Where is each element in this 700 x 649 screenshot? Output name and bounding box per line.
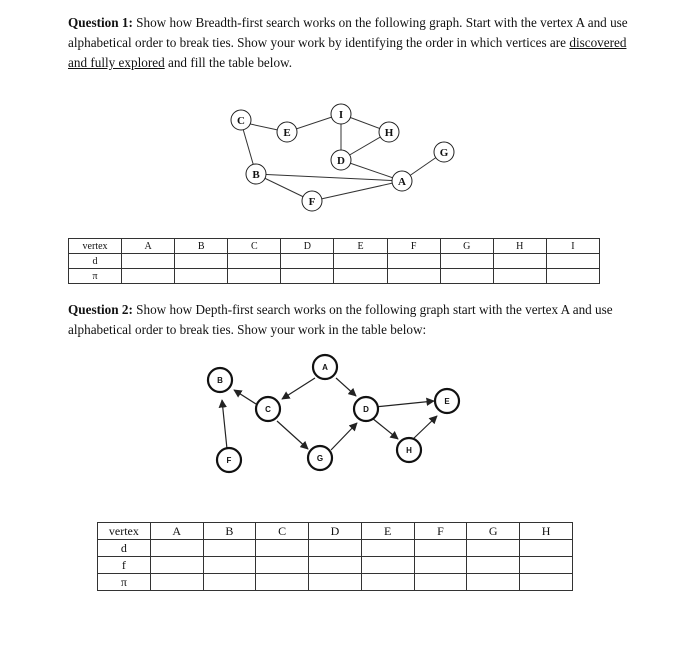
question-2-label: Question 2: — [68, 302, 133, 317]
edge-g-d — [331, 423, 357, 450]
dfs-header-b: B — [203, 523, 256, 540]
node-i-label: I — [338, 109, 344, 121]
edge-a-d — [336, 378, 356, 396]
dfs-cell[interactable] — [256, 574, 309, 591]
question-1-body: Show how Breadth-first search works on the following graph. Start with the vertex A and use alphabetical order to break ties. Show your work by identifying the order in which vertices are — [68, 15, 628, 50]
edge-c-b — [234, 390, 256, 404]
node-b-label: B — [217, 376, 223, 385]
bfs-header-vertex: vertex — [69, 239, 122, 254]
node-a-label: A — [322, 363, 328, 372]
node-e-label: E — [283, 127, 291, 139]
dfs-table — [97, 522, 573, 591]
bfs-header-c: C — [228, 239, 281, 254]
dfs-row-label-pi: π — [98, 574, 151, 591]
dfs-cell[interactable] — [361, 557, 414, 574]
dfs-cell[interactable] — [150, 574, 203, 591]
dfs-cell[interactable] — [150, 557, 203, 574]
node-f-label: F — [308, 196, 316, 208]
dfs-cell[interactable] — [361, 574, 414, 591]
node-b-label: B — [252, 169, 260, 181]
edge-c-g — [277, 421, 308, 449]
node-g-label: G — [316, 454, 324, 463]
dfs-cell[interactable] — [203, 574, 256, 591]
edge-f-b — [222, 400, 227, 449]
dfs-header-h: H — [520, 523, 573, 540]
dfs-cell[interactable] — [150, 540, 203, 557]
dfs-cell[interactable] — [203, 540, 256, 557]
dfs-header-d: D — [309, 523, 362, 540]
edge-d-e — [375, 401, 434, 407]
node-e-label: E — [444, 397, 450, 406]
bfs-header-a: A — [122, 239, 175, 254]
dfs-cell[interactable] — [203, 557, 256, 574]
dfs-cell[interactable] — [256, 540, 309, 557]
dfs-cell[interactable] — [309, 540, 362, 557]
dfs-row-label-d: d — [98, 540, 151, 557]
node-d-label: D — [337, 155, 345, 167]
dfs-table-row-pi — [98, 574, 573, 591]
dfs-table-row-f — [98, 557, 573, 574]
dfs-cell[interactable] — [309, 574, 362, 591]
dfs-cell[interactable] — [467, 574, 520, 591]
question-1-tail: and fill the table below. — [164, 55, 293, 70]
bfs-header-g: G — [440, 239, 493, 254]
dfs-cell[interactable] — [520, 574, 573, 591]
dfs-header-a: A — [150, 523, 203, 540]
dfs-cell[interactable] — [361, 540, 414, 557]
node-h-label: H — [406, 446, 412, 455]
bfs-header-d: D — [281, 239, 334, 254]
dfs-cell[interactable] — [414, 540, 467, 557]
node-a-label: A — [398, 176, 406, 188]
dfs-table-row-d — [98, 540, 573, 557]
bfs-header-f: F — [387, 239, 440, 254]
bfs-header-b: B — [175, 239, 228, 254]
question-1-underlined: discovered and fully explored — [68, 35, 627, 70]
dfs-cell[interactable] — [520, 557, 573, 574]
dfs-row-label-f: f — [98, 557, 151, 574]
node-g-label: G — [439, 147, 449, 159]
question-2-body: Show how Depth-first search works on the following graph start with the vertex A and use alphabetical order to break ties. Show your work in the table below: — [68, 302, 613, 337]
node-c-label: C — [237, 115, 245, 127]
bfs-row-label-d: d — [69, 254, 122, 269]
edge-h-e — [412, 416, 437, 440]
bfs-row-label-pi: π — [69, 269, 122, 284]
dfs-header-f: F — [414, 523, 467, 540]
dfs-cell[interactable] — [520, 540, 573, 557]
bfs-header-h: H — [493, 239, 546, 254]
dfs-cell[interactable] — [309, 557, 362, 574]
node-h-label: H — [384, 127, 394, 139]
node-c-label: C — [265, 405, 271, 414]
dfs-cell[interactable] — [414, 557, 467, 574]
dfs-cell[interactable] — [467, 540, 520, 557]
dfs-header-vertex: vertex — [98, 523, 151, 540]
dfs-header-g: G — [467, 523, 520, 540]
edge-a-c — [282, 378, 315, 399]
dfs-cell[interactable] — [414, 574, 467, 591]
dfs-cell[interactable] — [467, 557, 520, 574]
question-1-label: Question 1: — [68, 15, 133, 30]
bfs-header-e: E — [334, 239, 387, 254]
edge-d-h — [372, 418, 398, 439]
node-f-label: F — [226, 456, 232, 465]
dfs-table-header-row — [98, 523, 573, 540]
dfs-header-e: E — [361, 523, 414, 540]
dfs-cell[interactable] — [256, 557, 309, 574]
bfs-header-i: I — [546, 239, 599, 254]
dfs-header-c: C — [256, 523, 309, 540]
node-d-label: D — [363, 405, 369, 414]
